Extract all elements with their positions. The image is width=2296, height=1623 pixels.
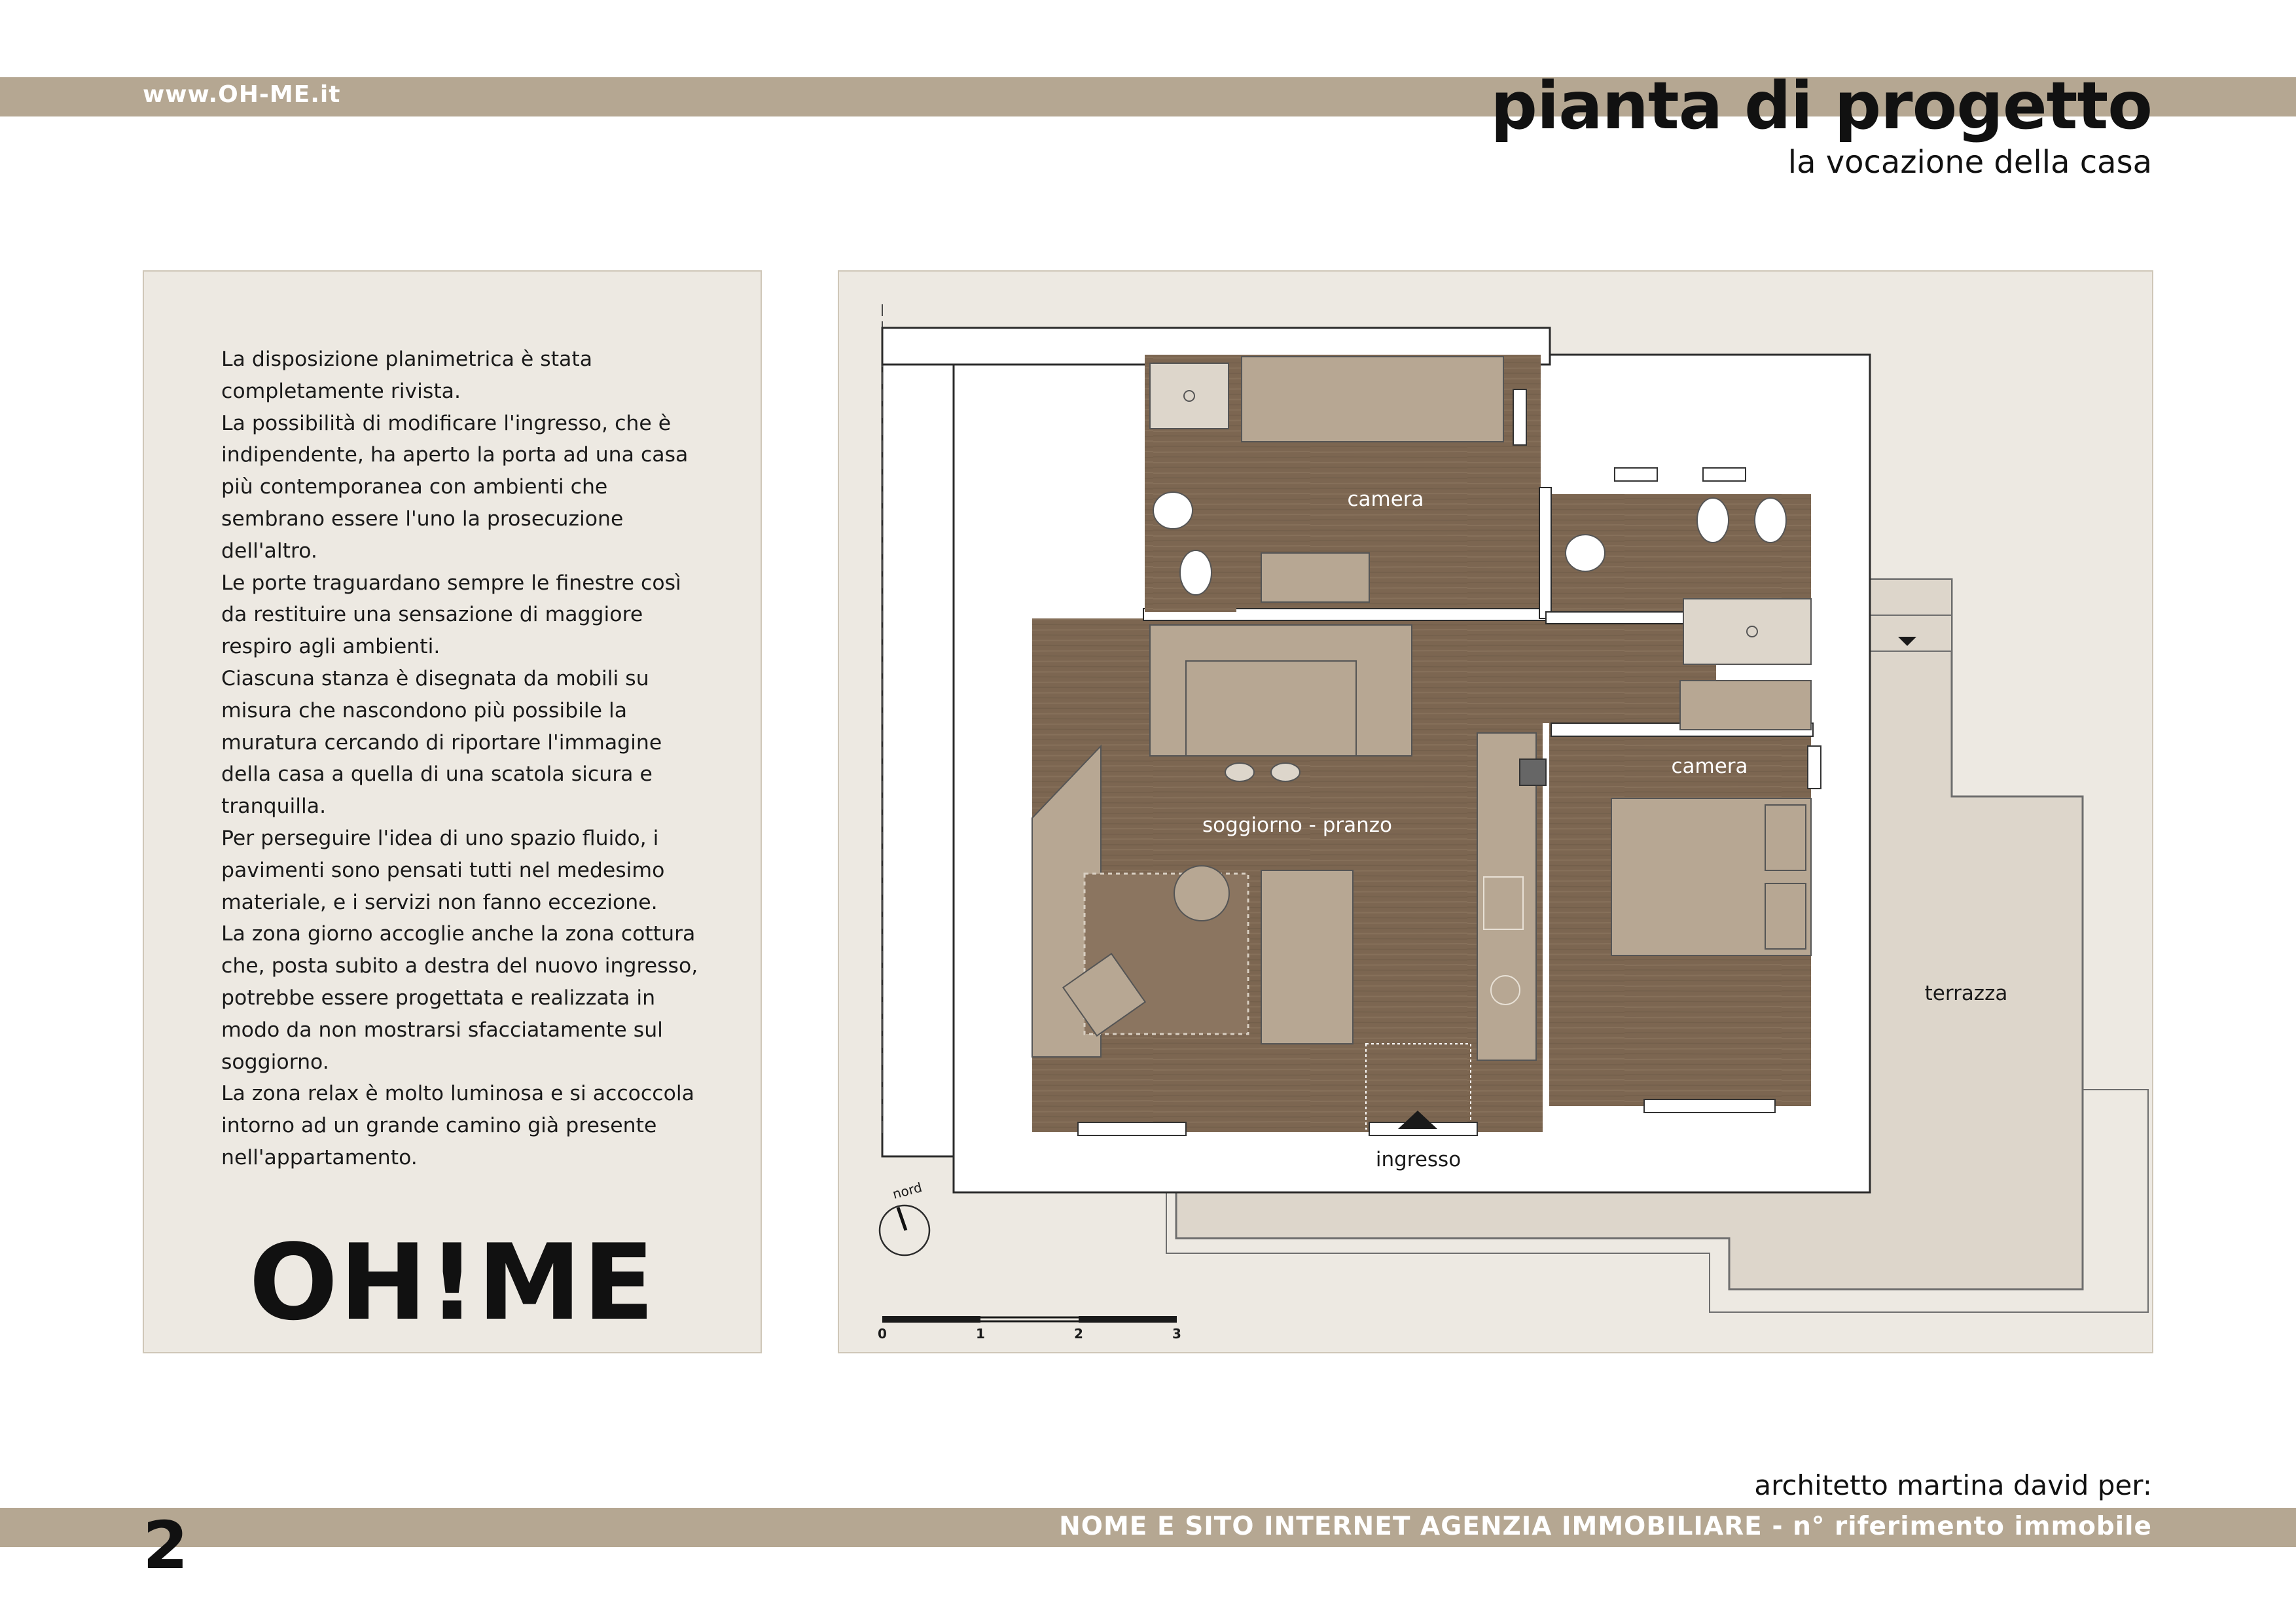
toilet-icon <box>1697 498 1729 543</box>
wardrobe <box>1680 681 1811 730</box>
bed-pillow <box>1765 805 1806 870</box>
description-panel <box>143 270 762 1353</box>
window <box>1513 389 1526 445</box>
north-label: nord <box>891 1179 924 1202</box>
wall <box>1539 488 1551 618</box>
window <box>1078 1122 1186 1135</box>
bidet-icon <box>1755 498 1786 543</box>
sink-icon <box>1153 492 1193 529</box>
scale-label: 1 <box>976 1326 985 1342</box>
floor-plan <box>839 272 2152 1352</box>
sink-icon <box>1566 535 1605 571</box>
brand-logo: OH!ME <box>249 1221 656 1344</box>
floor-plan-panel <box>838 270 2153 1353</box>
description-paragraph: La zona giorno accoglie anche la zona cottura che, posta subito a destra del nuovo ingresso, potrebbe essere progettata e realizzata in modo da non mostrarsi sfacciatamente sul soggiorno. <box>221 922 698 1074</box>
description-paragraph: La possibilità di modificare l'ingresso, che è indipendente, ha aperto la porta ad una casa più contemporanea con ambienti che sembrano essere l'uno la prosecuzione dell'altro. <box>221 411 689 563</box>
room-label-terrace: terrazza <box>1924 982 2008 1005</box>
window <box>1615 468 1657 481</box>
toilet-icon <box>1180 550 1211 595</box>
description-paragraph: Le porte traguardano sempre le finestre così da restituire una sensazione di maggiore respiro agli ambienti. <box>221 571 681 659</box>
description-paragraph: La zona relax è molto luminosa e si accoccola intorno ad un grande camino già presente nell'appartamento. <box>221 1082 694 1169</box>
scale-label: 0 <box>878 1326 887 1342</box>
page-subtitle: la vocazione della casa <box>1787 144 2152 181</box>
sofa <box>1261 870 1353 1044</box>
room-label-camera-2: camera <box>1671 755 1748 778</box>
description-paragraph: Per perseguire l'idea di uno spazio fluido, i pavimenti sono pensati tutti nel medesimo materiale, e i servizi non fanno eccezione. <box>221 826 665 914</box>
room-label-living: soggiorno - pranzo <box>1202 813 1393 837</box>
description-text <box>221 344 706 1174</box>
dining-table <box>1186 661 1356 756</box>
architect-credit: architetto martina david per: <box>1754 1469 2152 1501</box>
coffee-table <box>1174 866 1229 921</box>
window <box>1703 468 1746 481</box>
scale-label: 2 <box>1074 1326 1083 1342</box>
window <box>1808 746 1821 789</box>
shower-tray <box>1150 363 1229 429</box>
description-paragraph: Ciascuna stanza è disegnata da mobili su misura che nascondono più possibile la muratura cercando di riportare l'immagine della casa a quella di una scatola sicura e tranquilla. <box>221 666 662 819</box>
page-number: 2 <box>143 1507 188 1584</box>
window <box>1644 1099 1775 1113</box>
agency-line: NOME E SITO INTERNET AGENZIA IMMOBILIARE - n° riferimento immobile <box>1059 1512 2152 1541</box>
site-url-link[interactable]: www.OH-ME.it <box>143 81 341 108</box>
page-title: pianta di progetto <box>1490 67 2152 144</box>
hob-icon <box>1520 759 1546 785</box>
scale-label: 3 <box>1172 1326 1181 1342</box>
stool-icon <box>1271 763 1300 781</box>
description-paragraph: La disposizione planimetrica è stata completamente rivista. <box>221 348 592 403</box>
wardrobe-top <box>1242 357 1503 442</box>
scale-bar <box>882 1316 1177 1323</box>
stool-icon <box>1225 763 1254 781</box>
room-label-entrance: ingresso <box>1375 1148 1462 1171</box>
wardrobe <box>1261 553 1369 602</box>
bed-pillow <box>1765 883 1806 949</box>
room-label-camera-1: camera <box>1347 488 1424 511</box>
